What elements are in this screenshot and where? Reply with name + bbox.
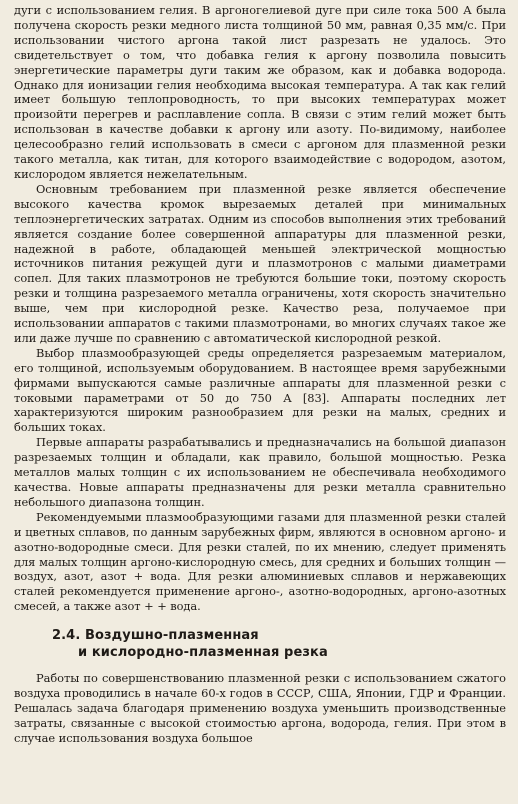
paragraph-helium-argon: дуги с использованием гелия. В аргоногелиевой дуге при силе тока 500 А была получена скорость резки медного листа толщиной 50 мм, равная 0,35 мм/с. При использовании чистого аргона такой лист разрезать не удалось. Это свидетельствует о том, что добавка гелия к аргону позволила повысить энергетические параметры дуги таким же образом, как и добавка водорода. Однако для ионизации гелия необходима высокая температура. А так как гелий имеет большую теплопроводность, то при высоких температурах может произойти перегрев и расплавление сопла. В связи с этим гелий может быть использован в качестве добавки к аргону или азоту. По-видимому, наиболее целесообразно гелий использовать в смеси с аргоном для плазменной резки такого металла, как титан, для которого взаимодействие с водородом, азотом, кислородом является нежелательным.: [14, 3, 506, 181]
section-heading-line2: и кислородно-плазменная резка: [78, 645, 328, 661]
paragraph-air-plasma: Работы по совершенствованию плазменной резки с использованием сжатого воздуха проводились в начале 60-х годов в СССР, США, Японии, ГДР и Франции. Решалась задача благодаря применению воздуха уменьшить производственные затраты, связанные с высокой стоимостью аргона, водорода, гелия. При этом в случае использования воздуха большое: [14, 671, 506, 745]
section-heading-line1: 2.4. Воздушно-плазменная: [52, 628, 259, 644]
section-heading: [52, 627, 506, 661]
paragraph-recommended-gases: Рекомендуемыми плазмообразующими газами для плазменной резки сталей и цветных сплавов, по данным зарубежных фирм, являются в основном аргоно- и азотно-водородные смеси. Для резки сталей, по их мнению, следует применять для малых толщин аргоно-кислородную смесь, для средних и больших толщин — воздух, азот, азот + вода. Для резки алюминиевых сплавов и нержавеющих сталей рекомендуется применение аргоно-, азотно-водородных, аргоно-азотных смесей, а также азот + + вода.: [14, 509, 506, 614]
paragraph-cut-quality: Основным требованием при плазменной резке является обеспечение высокого качества кромок вырезаемых деталей при минимальных теплоэнергетических затратах. Одним из способов выполнения этих требований является создание более совершенной аппаратуры для плазменной резки, надежной в работе, обладающей меньшей электрической мощностью источников питания режущей дуги и плазмотронов с малыми диаметрами сопел. Для таких плазмотронов не требуются большие токи, поэтому скорость резки и толщина разрезаемого металла ограничены, хотя скорость значительно выше, чем при кислородной резке. Качество реза, получаемое при использовании аппаратов с такими плазмотронами, во многих случаях такое же или даже лучше по сравнению с автоматической кислородной резкой.: [14, 181, 506, 345]
paragraph-plasma-medium: Выбор плазмообразующей среды определяется разрезаемым материалом, его толщиной, используемым оборудованием. В настоящее время зарубежными фирмами выпускаются самые различные аппараты для плазменной резки с токовыми параметрами от 50 до 750 А [83]. Аппараты последних лет характеризуются широким разнообразием для резки на малых, средних и больших токах.: [14, 345, 506, 435]
paragraph-first-devices: Первые аппараты разрабатывались и предназначались на большой диапазон разрезаемых толщин и обладали, как правило, большой мощностью. Резка металлов малых толщин с их использованием не обеспечивала необходимого качества. Новые аппараты предназначены для резки металла сравнительно небольшого диапазона толщин.: [14, 435, 506, 509]
